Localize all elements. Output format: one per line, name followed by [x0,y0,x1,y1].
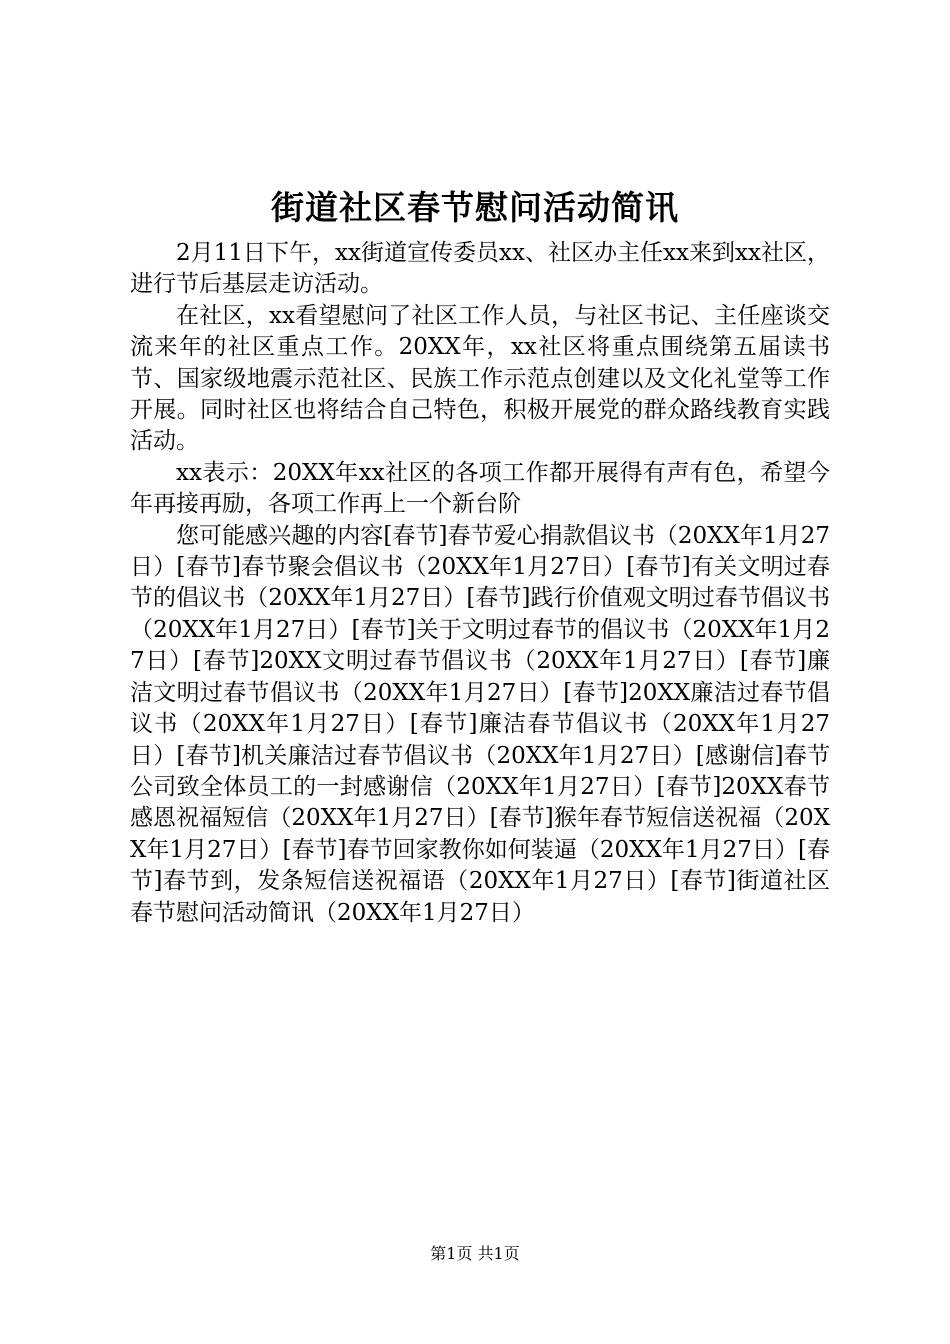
paragraph-related-content: 您可能感兴趣的内容[春节]春节爱心捐款倡议书（20XX年1月27日）[春节]春节聚会倡议书（20XX年1月27日）[春节]有关文明过春节的倡议书（20XX年1月27日）[春节]践行价值观文明过春节倡议书（20XX年1月27日）[春节]关于文明过春节的倡议书（20XX年1月27日）[春节]20XX文明过春节倡议书（20XX年1月27日）[春节]廉洁文明过春节倡议书（20XX年1月27日）[春节]20XX廉洁过春节倡议书（20XX年1月27日）[春节]廉洁春节倡议书（20XX年1月27日）[春节]机关廉洁过春节倡议书（20XX年1月27日）[感谢信]春节公司致全体员工的一封感谢信（20XX年1月27日）[春节]20XX春节感恩祝福短信（20XX年1月27日）[春节]猴年春节短信送祝福（20XX年1月27日）[春节]春节回家教你如何装逼（20XX年1月27日）[春节]春节到，发条短信送祝福语（20XX年1月27日）[春节]街道社区春节慰问活动简讯（20XX年1月27日） [130,522,830,926]
paragraph-visit-intro: 2月11日下午，xx街道宣传委员xx、社区办主任xx来到xx社区，进行节后基层走访活动。 [130,240,830,298]
page-footer: 第1页 共1页 [430,1244,520,1263]
document-title: 街道社区春节慰问活动简讯 [271,188,679,227]
paragraph-statement: xx表示：20XX年xx社区的各项工作都开展得有声有色，希望今年再接再励，各项工作再上一个新台阶 [130,459,830,518]
document-body [130,238,830,929]
paragraph-community-work: 在社区，xx看望慰问了社区工作人员，与社区书记、主任座谈交流来年的社区重点工作。20XX年，xx社区将重点围绕第五届读书节、国家级地震示范社区、民族工作示范点创建以及文化礼堂等工作开展。同时社区也将结合自己特色，积极开展党的群众路线教育实践活动。 [130,302,830,455]
